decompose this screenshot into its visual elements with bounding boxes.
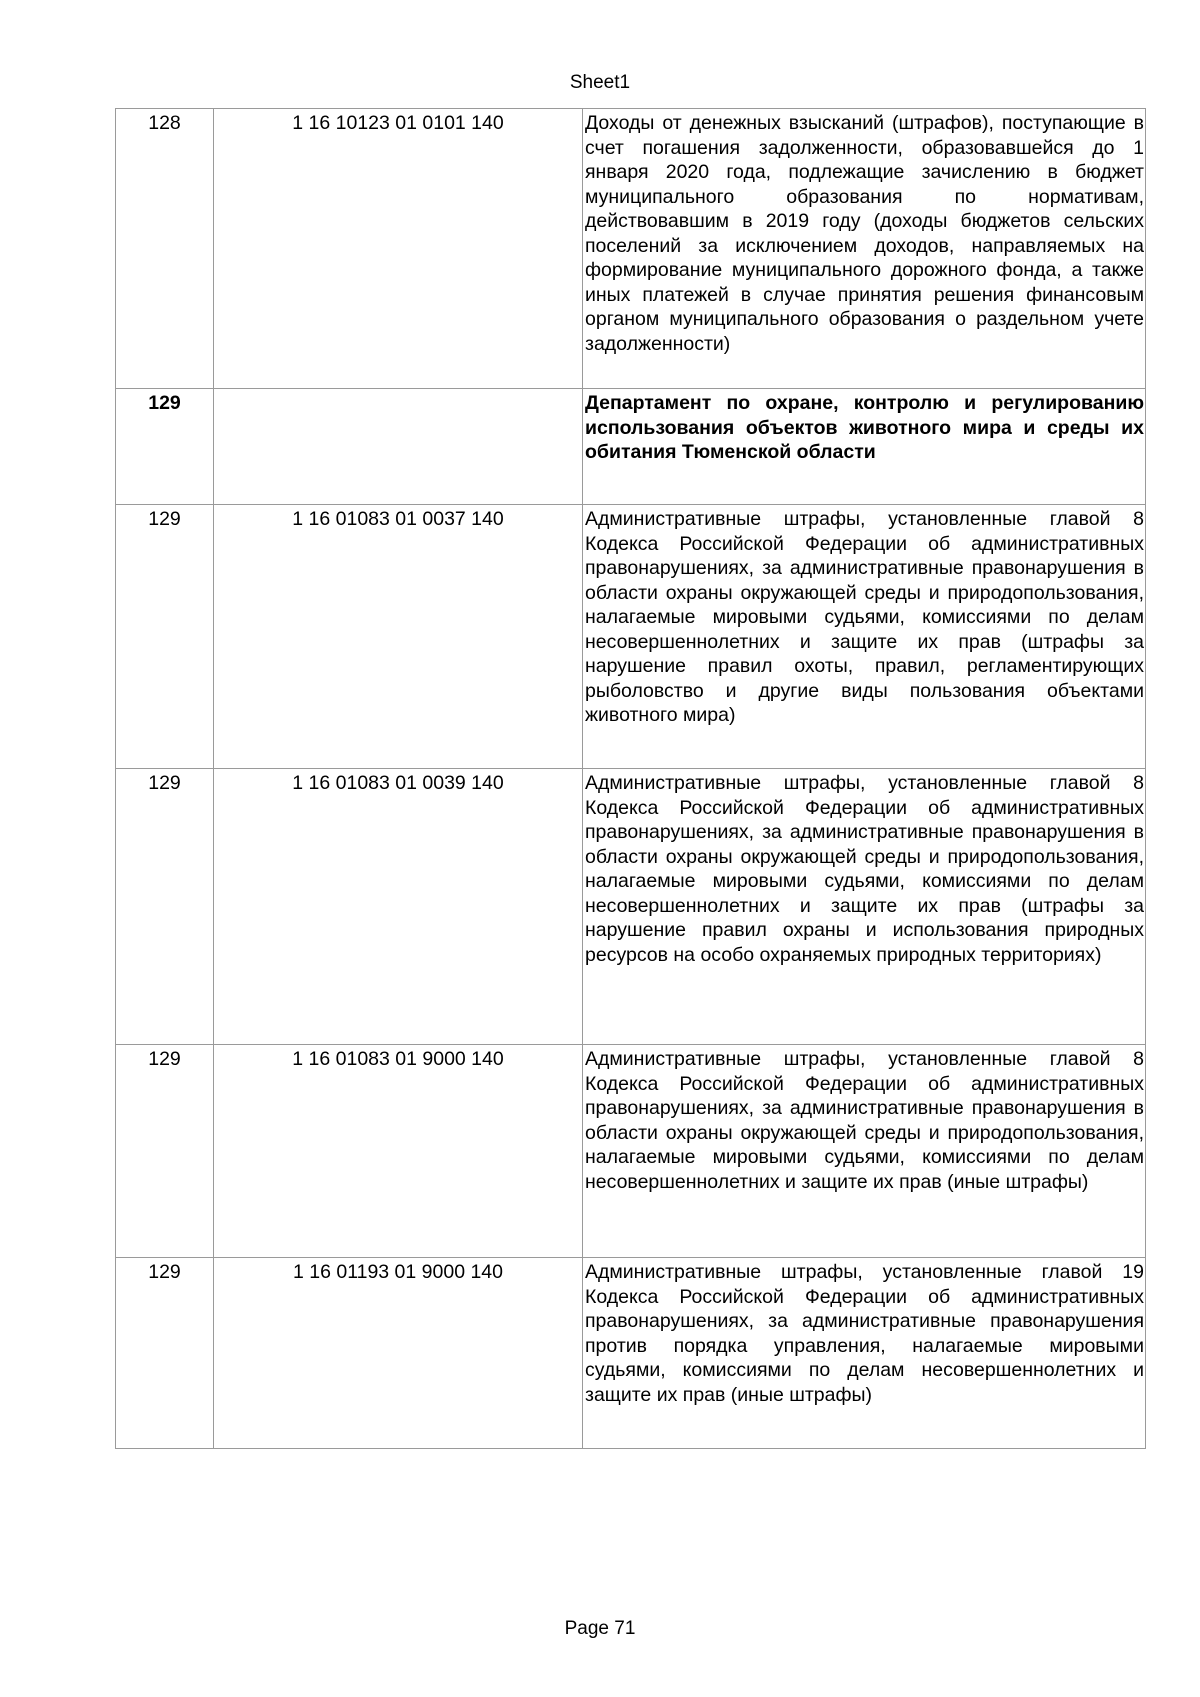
description-cell: Административные штрафы, установленные главой 19 Кодекса Российской Федерации об административных правонарушениях, за административные правонарушения против порядка управления, налагаемые мировыми судьями, комиссиями по делам несовершеннолетних и защите их прав (иные штрафы) [583,1258,1146,1449]
department-name-cell: Департамент по охране, контролю и регулированию использования объектов животного мира и среды их обитания Тюменской области [583,389,1146,505]
table-row [116,1045,1146,1258]
revenue-code-cell: 1 16 01083 01 0037 140 [214,505,583,769]
revenue-codes-table [115,108,1146,1449]
row-number-cell: 129 [116,389,214,505]
revenue-code-cell: 1 16 01193 01 9000 140 [214,1258,583,1449]
description-cell: Административные штрафы, установленные главой 8 Кодекса Российской Федерации об административных правонарушениях, за административные правонарушения в области охраны окружающей среды и природопользования, налагаемые мировыми судьями, комиссиями по делам несовершеннолетних и защите их прав (иные штрафы) [583,1045,1146,1258]
revenue-code-cell: 1 16 10123 01 0101 140 [214,109,583,389]
table-row [116,769,1146,1045]
row-number-cell: 128 [116,109,214,389]
description-cell: Административные штрафы, установленные главой 8 Кодекса Российской Федерации об административных правонарушениях, за административные правонарушения в области охраны окружающей среды и природопользования, налагаемые мировыми судьями, комиссиями по делам несовершеннолетних и защите их прав (штрафы за нарушение правил охоты, правил, регламентирующих рыболовство и другие виды пользования объектами животного мира) [583,505,1146,769]
table-row [116,1258,1146,1449]
table-row [116,505,1146,769]
row-number-cell: 129 [116,505,214,769]
table-row-department [116,389,1146,505]
description-cell: Административные штрафы, установленные главой 8 Кодекса Российской Федерации об административных правонарушениях, за административные правонарушения в области охраны окружающей среды и природопользования, налагаемые мировыми судьями, комиссиями по делам несовершеннолетних и защите их прав (штрафы за нарушение правил охраны и использования природных ресурсов на особо охраняемых природных территориях) [583,769,1146,1045]
revenue-code-cell: 1 16 01083 01 9000 140 [214,1045,583,1258]
page-number: Page 71 [564,1618,636,1639]
table-row [116,109,1146,389]
description-cell: Доходы от денежных взысканий (штрафов), поступающие в счет погашения задолженности, образовавшейся до 1 января 2020 года, подлежащие зачислению в бюджет муниципального образования по нормативам, действовавшим в 2019 году (доходы бюджетов сельских поселений за исключением доходов, направляемых на формирование муниципального дорожного фонда, а также иных платежей в случае принятия решения финансовым органом муниципального образования о раздельном учете задолженности) [583,109,1146,389]
row-number-cell: 129 [116,1045,214,1258]
sheet-title: Sheet1 [569,72,631,93]
revenue-code-cell [214,389,583,505]
row-number-cell: 129 [116,769,214,1045]
revenue-code-cell: 1 16 01083 01 0039 140 [214,769,583,1045]
row-number-cell: 129 [116,1258,214,1449]
